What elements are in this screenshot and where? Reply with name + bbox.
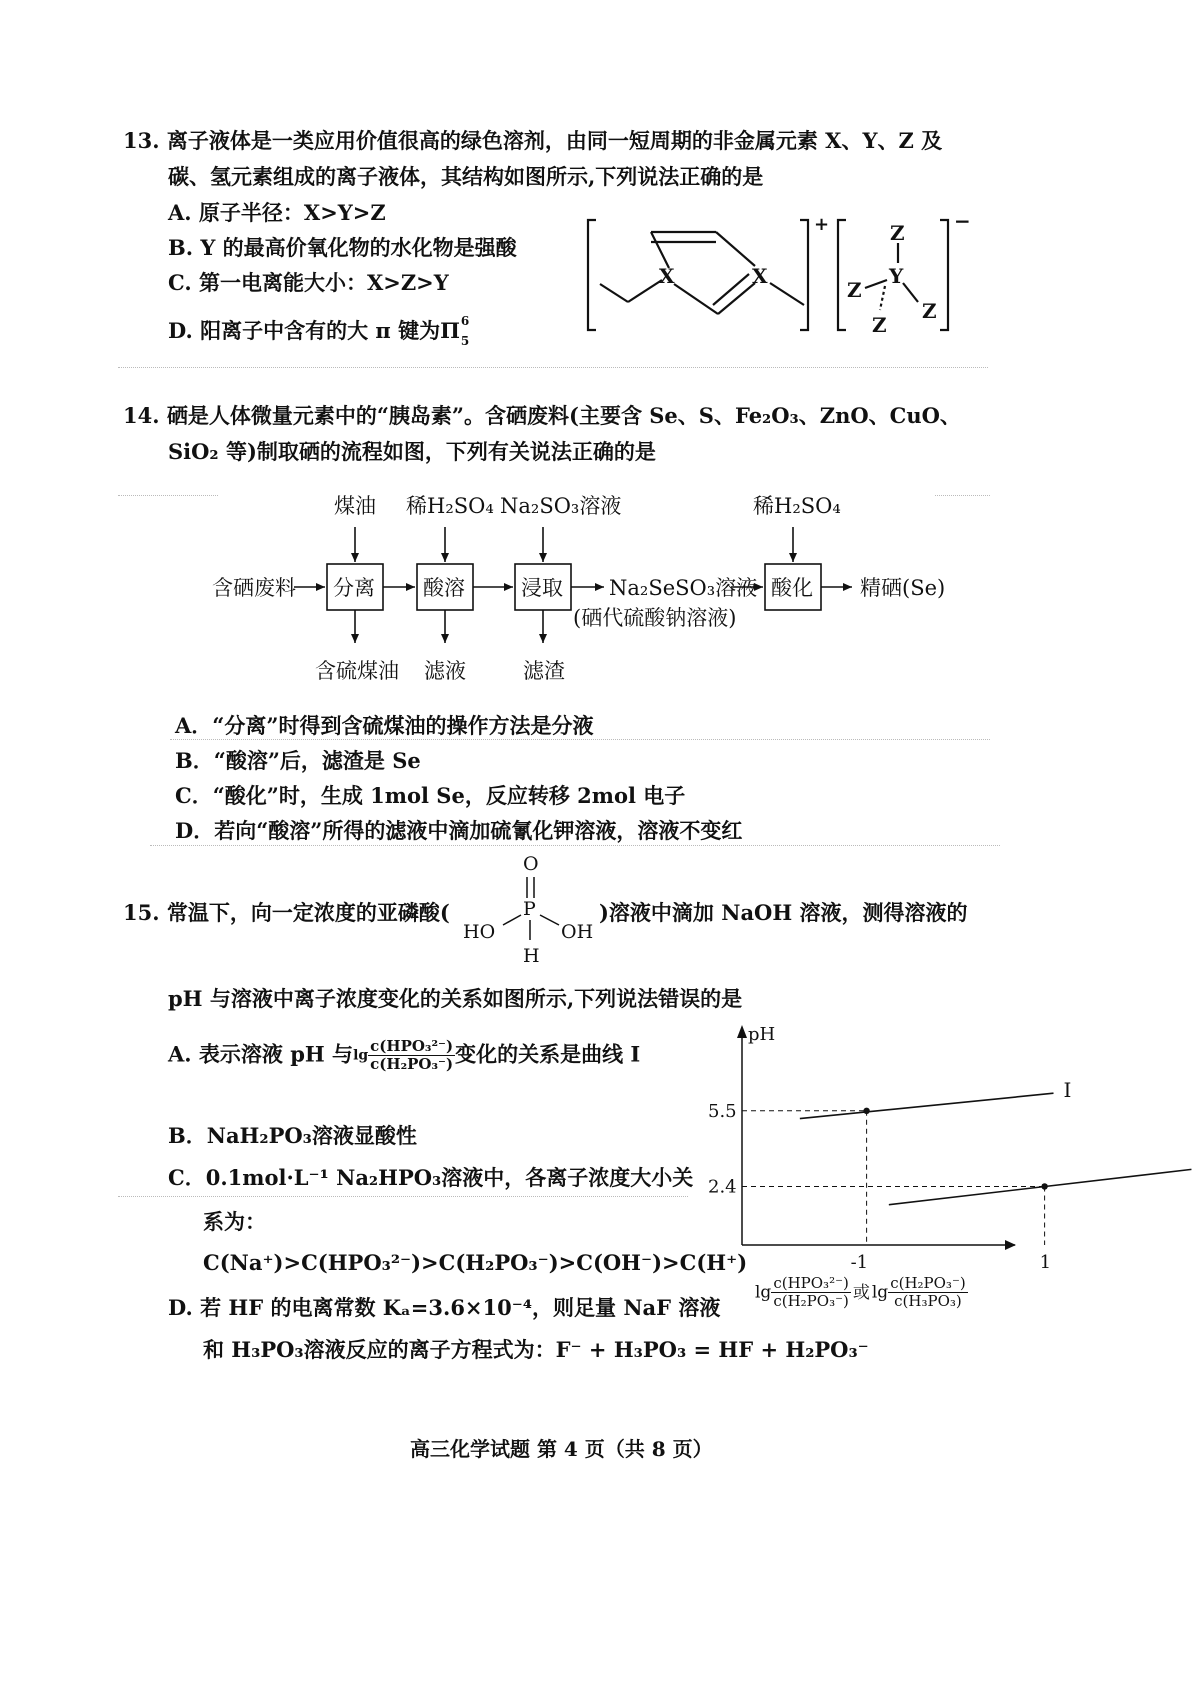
q13-option-a: A. 原子半径：X>Y>Z <box>168 200 386 225</box>
q13-stem-line1: 13. 离子液体是一类应用价值很高的绿色溶剂，由同一短周期的非金属元素 X、Y、Z 及 <box>123 128 943 153</box>
flow-output-sulfur-kerosene: 含硫煤油 <box>315 659 399 683</box>
q15-option-a-den: c(H₂PO₃⁻) <box>370 1055 454 1074</box>
q13-option-b: B. Y 的最高价氧化物的水化物是强酸 <box>168 235 517 260</box>
molecule-ho: HO <box>463 921 496 943</box>
flow-reagent-na2so3: Na₂SO₃溶液 <box>500 494 622 518</box>
flow-product: 精硒(Se) <box>860 576 946 600</box>
q15-option-a-fraction <box>368 1038 455 1074</box>
q13-option-c: C. 第一电离能大小：X>Z>Y <box>168 270 449 295</box>
molecule-o: O <box>523 853 539 875</box>
q15-option-c-line1: C．0.1mol·L⁻¹ Na₂HPO₃溶液中，各离子浓度大小关 <box>168 1165 694 1190</box>
flow-box-leach: 浸取 <box>521 576 563 600</box>
chart-xlabel-lg2: lg <box>871 1282 889 1303</box>
q15-option-d-line2: 和 H₃PO₃溶液反应的离子方程式为：F⁻ + H₃PO₃ = HF + H₂PO₃⁻ <box>203 1337 869 1362</box>
divider <box>118 495 218 496</box>
q15-option-a-post: 变化的关系是曲线 I <box>455 1041 641 1067</box>
molecule-oh: OH <box>561 921 594 943</box>
chart-xlabel-num2: c(H₂PO₃⁻) <box>890 1274 966 1292</box>
q13-charge-plus: + <box>814 214 830 235</box>
q15-option-d-line1: D. 若 HF 的电离常数 Kₐ=3.6×10⁻⁴，则足量 NaF 溶液 <box>168 1295 721 1320</box>
chart-xlabel-or: 或 <box>852 1282 870 1303</box>
flow-intermediate: Na₂SeSO₃溶液 <box>609 576 758 600</box>
q15-option-a-num: c(HPO₃²⁻) <box>370 1037 454 1055</box>
chart-xlabel-frac2 <box>888 1275 968 1311</box>
chart-xlabel-lg1: lg <box>755 1282 772 1303</box>
q15-option-c-line3: C(Na⁺)>C(HPO₃²⁻)>C(H₂PO₃⁻)>C(OH⁻)>C(H⁺) <box>203 1250 748 1275</box>
molecule-h: H <box>523 945 540 967</box>
q13-x-right: X <box>752 264 768 288</box>
q13-option-d-text: D. 阳离子中含有的大 π 键为Π <box>168 318 460 343</box>
q13-z-bottom: Z <box>872 313 887 337</box>
q15-option-a <box>168 1038 640 1074</box>
divider <box>150 845 1000 846</box>
q13-charge-minus: − <box>954 209 971 233</box>
q14-option-d: D．若向“酸溶”所得的滤液中滴加硫氰化钾溶液，溶液不变红 <box>175 818 743 843</box>
q15-option-c-line2: 系为： <box>203 1209 266 1234</box>
chart-marked-point-2 <box>1041 1183 1047 1189</box>
q13-stem-line2: 碳、氢元素组成的离子液体，其结构如图所示,下列说法正确的是 <box>168 164 764 189</box>
q15-option-b: B．NaH₂PO₃溶液显酸性 <box>168 1123 417 1148</box>
q14-option-c: C．“酸化”时，生成 1mol Se，反应转移 2mol 电子 <box>175 783 686 808</box>
q13-z-left: Z <box>847 278 862 302</box>
chart-y-axis-label: pH <box>748 1024 776 1045</box>
chart-xlabel-den2: c(H₃PO₃) <box>894 1292 962 1311</box>
chart-marked-point-1 <box>863 1108 869 1114</box>
q13-x-left: X <box>659 264 675 288</box>
divider <box>170 739 990 740</box>
q14-stem-line2: SiO₂ 等)制取硒的流程如图，下列有关说法正确的是 <box>168 439 656 464</box>
page-footer: 高三化学试题 第 4 页（共 8 页） <box>410 1437 713 1461</box>
flow-box-acid-dissolve: 酸溶 <box>423 576 465 600</box>
chart-y-tick-2: 2.4 <box>708 1176 737 1198</box>
molecule-p: P <box>523 898 536 920</box>
flow-output-filtrate: 滤液 <box>424 659 466 683</box>
q15-stem-pre: 15. 常温下，向一定浓度的亚磷酸( <box>123 900 450 925</box>
divider <box>118 367 988 368</box>
chart-xlabel-num1: c(HPO₃²⁻) <box>773 1274 849 1292</box>
flow-reagent-acid1: 稀H₂SO₄ <box>406 494 494 518</box>
q15-option-a-lg: lg <box>353 1047 369 1064</box>
chart-x-arrow <box>1005 1240 1016 1250</box>
flow-reagent-kerosene: 煤油 <box>334 494 376 518</box>
q14-option-a: A．“分离”时得到含硫煤油的操作方法是分液 <box>175 713 594 738</box>
flow-input: 含硒废料 <box>212 576 296 600</box>
flow-box-acidify: 酸化 <box>771 576 813 600</box>
flow-box-separation: 分离 <box>333 576 375 600</box>
q15-stem-line2: pH 与溶液中离子浓度变化的关系如图所示,下列说法错误的是 <box>168 986 743 1011</box>
q13-option-d-sub: 5 <box>460 334 470 348</box>
flow-reagent-acid2: 稀H₂SO₄ <box>753 494 841 518</box>
q13-y-center: Y <box>889 264 904 288</box>
chart-series-label-1: I <box>1063 1078 1072 1103</box>
flow-output-residue: 滤渣 <box>523 659 565 683</box>
q15-option-a-pre: A. 表示溶液 pH 与 <box>168 1041 354 1067</box>
q13-z-top: Z <box>890 221 905 245</box>
q13-option-d <box>168 314 470 348</box>
flow-intermediate-note: (硒代硫酸钠溶液) <box>573 606 737 630</box>
q15-stem-post: )溶液中滴加 NaOH 溶液，测得溶液的 <box>599 900 968 925</box>
q13-option-d-sup: 6 <box>460 314 470 328</box>
chart-xlabel-frac1 <box>771 1275 851 1311</box>
chart-xlabel-den1: c(H₂PO₃⁻) <box>773 1292 849 1311</box>
divider <box>935 495 990 496</box>
q14-option-b: B．“酸溶”后，滤渣是 Se <box>175 748 421 773</box>
q14-stem-line1: 14. 硒是人体微量元素中的“胰岛素”。含硒废料(主要含 Se、S、Fe₂O₃、ZnO、CuO、 <box>123 403 961 428</box>
chart-x-tick-1: -1 <box>850 1252 869 1273</box>
chart-y-arrow <box>737 1025 747 1038</box>
chart-y-tick-1: 5.5 <box>708 1100 737 1122</box>
chart-x-tick-2: 1 <box>1039 1252 1052 1273</box>
chart-x-axis-label <box>755 1275 968 1311</box>
chart-series-line-1 <box>800 1093 1054 1118</box>
chart-series-line-2 <box>889 1169 1192 1204</box>
divider <box>118 1196 688 1197</box>
q13-z-right: Z <box>922 299 937 323</box>
